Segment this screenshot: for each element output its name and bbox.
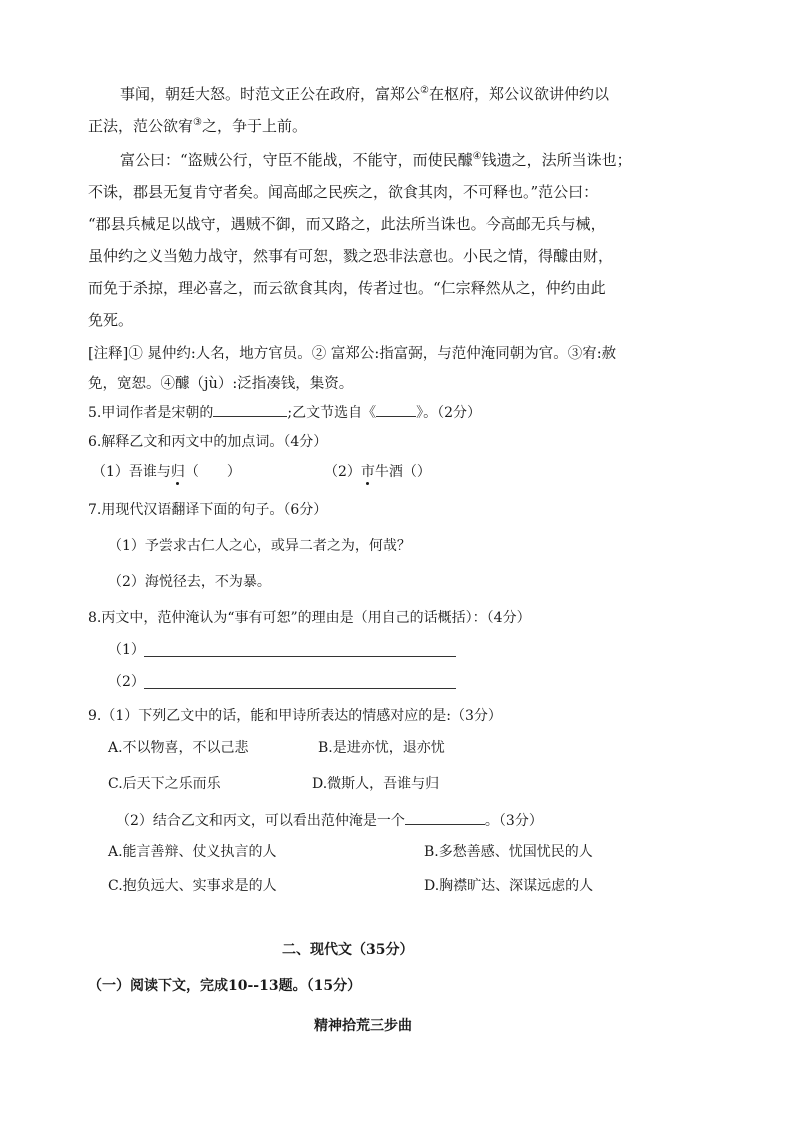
question-7-1: （1）予尝求古仁人之心，或异二者之为，何哉？ (108, 538, 411, 554)
question-9-2: （2）结合乙文和丙文，可以看出范仲淹是一个 。（3分） (116, 810, 543, 831)
question-8: 8.丙文中，范仲淹认为“事有可恕”的理由是（用自己的话概括）：（4分） (88, 610, 531, 626)
question-6-1: （1）吾谁与归（ ） (92, 464, 241, 480)
passage-p2-line2: 不诛，郡县无复肯守者矣。闻高邮之民疾之，欲食其肉，不可释也。”范公曰： (88, 183, 599, 201)
q9-2-option-c: C.抱负远大、实事求是的人 (108, 878, 277, 894)
passage-p2-line1: 富公曰：“盗贼公行，守臣不能战，不能守，而使民醵④钱遗之，法所当诛也； (120, 151, 632, 169)
question-8-1-label: （1） (108, 642, 145, 658)
q5-blank-source[interactable] (376, 402, 416, 417)
q8-answer-line-1[interactable] (144, 656, 456, 657)
q9-1-option-a: A.不以物喜，不以己悲 (108, 740, 249, 756)
question-7: 7.用现代汉语翻译下面的句子。（6分） (88, 502, 328, 518)
q9-2-blank[interactable] (405, 810, 485, 825)
q6-1-dotted-word: 归 (170, 464, 185, 480)
q9-2-option-b: B.多愁善感、忧国忧民的人 (424, 844, 593, 860)
passage-p2-line6: 免死。 (88, 311, 134, 329)
notes-line2: 免，宽恕。④醵（jù）:泛指凑钱，集资。 (88, 376, 354, 392)
passage-p1-line1: 事闻，朝廷大怒。时范文正公在政府，富郑公②在枢府，郑公议欲讲仲约以 (120, 85, 609, 103)
q9-1-option-c: C.后天下之乐而乐 (108, 776, 221, 792)
article-title: 精神拾荒三步曲 (314, 1018, 412, 1034)
question-7-2: （2）海悦径去，不为暴。 (108, 574, 271, 590)
q6-2-dotted-word: 市 (360, 464, 375, 480)
section-2-title: 二、现代文（35分） (282, 942, 414, 958)
q9-1-option-b: B.是进亦忧，退亦忧 (318, 740, 445, 756)
question-9-1: 9.（1）下列乙文中的话，能和甲诗所表达的情感对应的是:（3分） (88, 708, 502, 724)
question-8-2-label: （2） (108, 674, 145, 690)
q9-2-option-a: A.能言善辩、仗义执言的人 (108, 844, 277, 860)
passage-p1-line2: 正法，范公欲宥③之，争于上前。 (88, 117, 307, 135)
notes-line1: [注释]① 晁仲约:人名，地方官员。② 富郑公:指富弼，与范仲淹同朝为官。③宥:赦 (88, 346, 617, 362)
question-5: 5.甲词作者是宋朝的 ;乙文节选自《 》。（2分） (88, 402, 481, 423)
section-2-subheading: （一）阅读下文，完成10--13题。（15分） (88, 978, 362, 994)
question-6: 6.解释乙文和丙文中的加点词。（4分） (88, 434, 328, 450)
question-6-2: （2）市牛酒（） (324, 464, 431, 480)
q9-2-option-d: D.胸襟旷达、深谋远虑的人 (424, 878, 594, 894)
q9-1-option-d: D.微斯人，吾谁与归 (312, 776, 440, 792)
q5-blank-author-era[interactable] (213, 402, 287, 417)
q8-answer-line-2[interactable] (144, 688, 456, 689)
passage-p2-line4: 虽仲约之义当勉力战守，然事有可恕，戮之恐非法意也。小民之情，得醵由财， (88, 247, 614, 265)
passage-p2-line3: “郡县兵械足以战守，遇贼不御，而又路之，此法所当诛也。今高邮无兵与械， (88, 215, 606, 233)
passage-p2-line5: 而免于杀掠，理必喜之，而云欲食其肉，传者过也。“仁宗释然从之，仲约由此 (88, 279, 606, 297)
